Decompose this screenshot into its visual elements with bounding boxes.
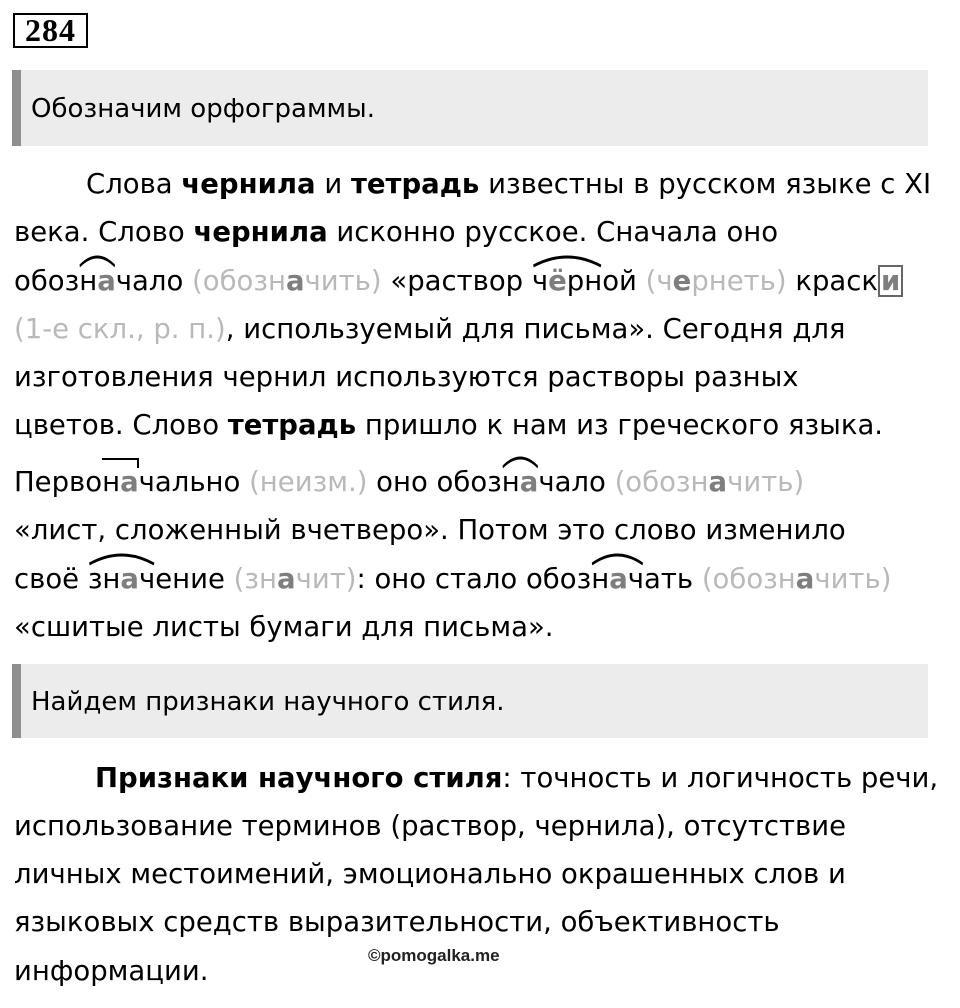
ending-box: и — [878, 265, 903, 297]
term-chernila: чернила — [181, 168, 316, 200]
root-mark: чёрн — [532, 261, 602, 301]
paragraph-line: языковых средств выразительности, объективность — [14, 906, 780, 938]
root-mark: на — [79, 261, 116, 301]
paragraph-line: века. Слово чернила исконно русское. Сначала оно — [14, 216, 779, 248]
paragraph-line: «сшитые листы бумаги для письма». — [14, 611, 554, 643]
paragraph-line: «лист, сложенный вчетверо». Потом это слово изменило — [14, 514, 846, 546]
prefix-mark: на — [102, 462, 139, 502]
paragraph-line: информации. — [14, 955, 209, 987]
root-mark: нач — [591, 559, 644, 599]
paragraph-line: цветов. Слово тетрадь пришло к нам из греческого языка. — [14, 409, 884, 441]
section-heading-style — [12, 664, 928, 738]
paragraph-line: личных местоимений, эмоционально окрашенных слов и — [14, 858, 846, 890]
paragraph-line: обоз начало (обозначить) «раствор чёрной (чернеть) краск и — [14, 261, 903, 301]
paragraph-line: использование терминов (раствор, чернила), отсутствие — [14, 810, 847, 842]
section-heading-orthograms — [12, 70, 928, 146]
term-tetrad: тетрадь — [350, 168, 480, 200]
root-mark: знач — [88, 559, 155, 599]
paragraph-line: Слова чернила и тетрадь известны в русском языке с XI — [86, 168, 932, 200]
root-mark: на — [502, 462, 539, 502]
watermark: ©pomogalka.me — [368, 946, 500, 965]
paragraph-line: Признаки научного стиля: точность и логичность речи, — [95, 762, 939, 794]
paragraph-line: Первоначально (неизм.) оно обоз начало (обозначить) — [14, 462, 804, 502]
paragraph-line: (1-е скл., р. п.), используемый для письма». Сегодня для — [14, 313, 846, 345]
section-heading-text: Найдем признаки научного стиля. — [31, 687, 505, 717]
section-heading-text: Обозначим орфограммы. — [31, 94, 375, 124]
task-number: 284 — [13, 13, 88, 48]
paragraph-line: изготовления чернил используются растворы разных — [14, 361, 799, 393]
paragraph-line: своё значение (значит): оно стало обоз начать (обозначить) — [14, 559, 891, 599]
